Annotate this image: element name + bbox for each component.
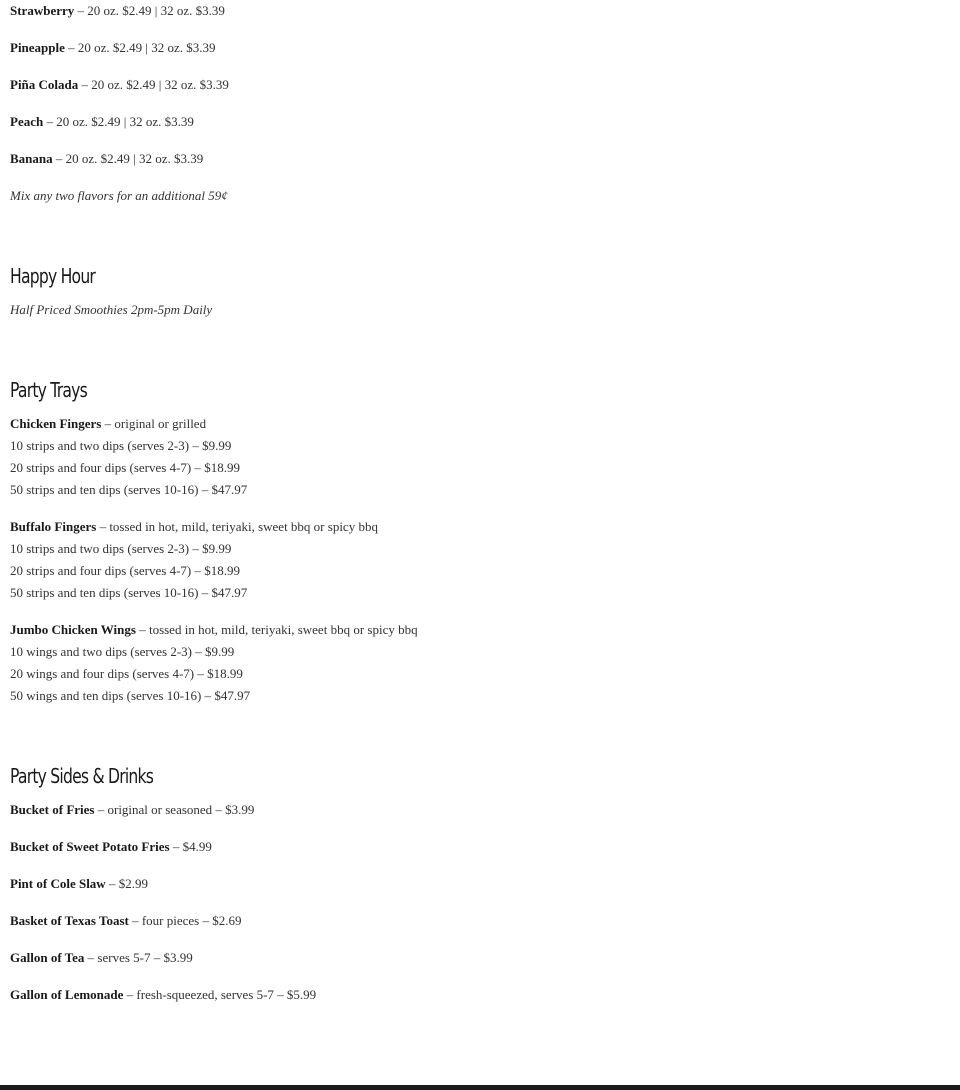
- menu-item: [10, 910, 950, 932]
- menu-item: [10, 74, 950, 96]
- menu-item: [10, 413, 950, 435]
- tray-option: 50 strips and ten dips (serves 10-16) – $47.97: [10, 585, 248, 600]
- item-detail: – original or grilled: [104, 416, 207, 431]
- tray-group: [10, 516, 950, 604]
- item-name: Peach: [10, 114, 44, 129]
- item-name: Buffalo Fingers: [10, 519, 97, 534]
- item-name: Banana: [10, 151, 53, 166]
- tray-option: 20 strips and four dips (serves 4-7) – $18.99: [10, 460, 240, 475]
- tray-option: 50 strips and ten dips (serves 10-16) – $47.97: [10, 482, 248, 497]
- section-heading: Party Trays: [10, 378, 87, 402]
- menu-item: [10, 37, 950, 59]
- footer-bar: [0, 1085, 960, 1090]
- item-detail: – original or seasoned – $3.99: [97, 802, 255, 817]
- item-detail: – 20 oz. $2.49 | 32 oz. $3.39: [68, 40, 216, 55]
- party-sides-section: [10, 761, 950, 1006]
- tray-option: 50 wings and ten dips (serves 10-16) – $47.97: [10, 688, 251, 703]
- item-detail: – $4.99: [172, 839, 212, 854]
- menu-item: [10, 148, 950, 170]
- tray-option: 10 wings and two dips (serves 2-3) – $9.99: [10, 644, 235, 659]
- item-detail: – serves 5-7 – $3.99: [87, 950, 193, 965]
- menu-item: [10, 0, 950, 22]
- tray-option: 20 strips and four dips (serves 4-7) – $18.99: [10, 563, 240, 578]
- item-detail: – tossed in hot, mild, teriyaki, sweet bbq or spicy bbq: [99, 519, 378, 534]
- tray-option: 10 strips and two dips (serves 2-3) – $9.99: [10, 541, 232, 556]
- item-detail: – four pieces – $2.69: [132, 913, 242, 928]
- menu-item: [10, 619, 950, 641]
- item-name: Piña Colada: [10, 77, 79, 92]
- menu-item: [10, 836, 950, 858]
- tray-option: 20 wings and four dips (serves 4-7) – $18.99: [10, 666, 243, 681]
- item-name: Basket of Texas Toast: [10, 913, 129, 928]
- item-name: Gallon of Tea: [10, 950, 85, 965]
- item-detail: – 20 oz. $2.49 | 32 oz. $3.39: [81, 77, 229, 92]
- item-name: Jumbo Chicken Wings: [10, 622, 136, 637]
- item-detail: – 20 oz. $2.49 | 32 oz. $3.39: [77, 3, 225, 18]
- smoothie-list: [10, 0, 950, 207]
- party-trays-section: [10, 375, 950, 707]
- menu-content: [10, 0, 950, 1006]
- section-heading: Party Sides & Drinks: [10, 764, 154, 788]
- item-name: Pint of Cole Slaw: [10, 876, 106, 891]
- item-detail: – tossed in hot, mild, teriyaki, sweet bbq or spicy bbq: [139, 622, 418, 637]
- menu-item: [10, 947, 950, 969]
- item-detail: – 20 oz. $2.49 | 32 oz. $3.39: [46, 114, 194, 129]
- menu-item: [10, 799, 950, 821]
- item-name: Pineapple: [10, 40, 65, 55]
- menu-item: [10, 984, 950, 1006]
- tray-group: [10, 619, 950, 707]
- item-name: Strawberry: [10, 3, 75, 18]
- menu-item: [10, 111, 950, 133]
- menu-item: [10, 873, 950, 895]
- item-detail: – fresh-squeezed, serves 5-7 – $5.99: [126, 987, 317, 1002]
- tray-option: 10 strips and two dips (serves 2-3) – $9.99: [10, 438, 232, 453]
- item-name: Bucket of Sweet Potato Fries: [10, 839, 170, 854]
- item-name: Chicken Fingers: [10, 416, 102, 431]
- item-detail: – 20 oz. $2.49 | 32 oz. $3.39: [55, 151, 204, 166]
- happy-hour-section: [10, 261, 950, 321]
- item-name: Gallon of Lemonade: [10, 987, 124, 1002]
- menu-item: [10, 516, 950, 538]
- tray-group: [10, 413, 950, 501]
- happy-hour-note: Half Priced Smoothies 2pm-5pm Daily: [10, 302, 213, 317]
- section-heading: Happy Hour: [10, 264, 96, 288]
- item-name: Bucket of Fries: [10, 802, 95, 817]
- item-detail: – $2.99: [108, 876, 148, 891]
- mix-note: Mix any two flavors for an additional 59¢: [10, 188, 228, 203]
